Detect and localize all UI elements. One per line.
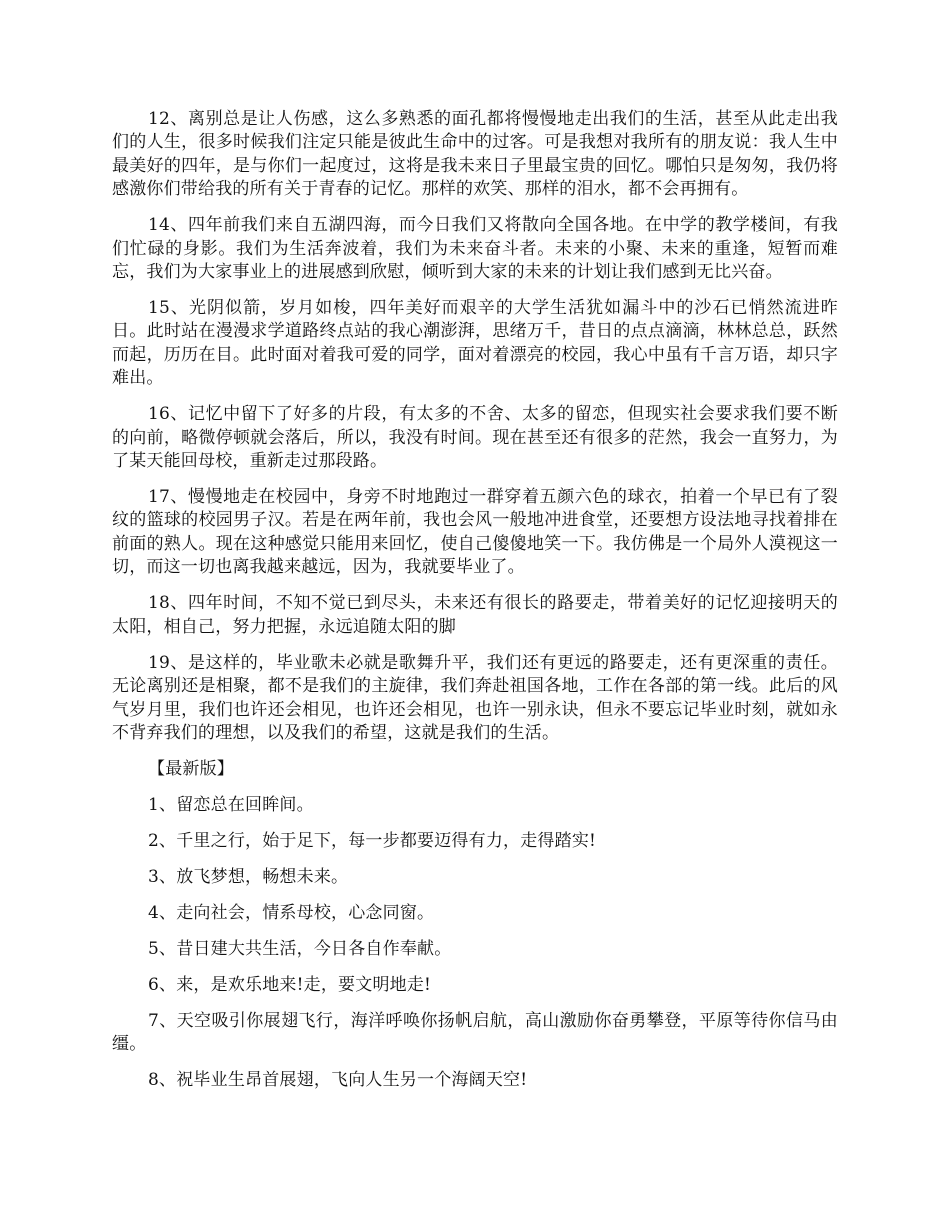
list-item-1: 1、留恋总在回眸间。: [148, 794, 314, 815]
paragraph-18: 18、四年时间，不知不觉已到尽头，未来还有很长的路要走，带着美好的记忆迎接明天的太阳，相自己，努力把握，永远追随太阳的脚: [112, 593, 838, 637]
paragraph-14: 14、四年前我们来自五湖四海，而今日我们又将散向全国各地。在中学的教学楼间，有我们忙碌的身影。我们为生活奔波着，我们为未来奋斗者。未来的小聚、未来的重逢，短暂而难忘，我们为大家事业上的进展感到欣慰，倾听到大家的未来的计划让我们感到无比兴奋。: [112, 215, 838, 283]
paragraph-12: 12、离别总是让人伤感，这么多熟悉的面孔都将慢慢地走出我们的生活，甚至从此走出我们的人生，很多时候我们注定只能是彼此生命中的过客。可是我想对我所有的朋友说：我人生中最美好的四年，是与你们一起度过，这将是我未来日子里最宝贵的回忆。哪怕只是匆匆，我仍将感激你们带给我的所有关于青春的记忆。那样的欢笑、那样的泪水，都不会再拥有。: [112, 109, 838, 200]
list-item-4: 4、走向社会，情系母校，心念同窗。: [148, 902, 435, 923]
list-item-2: 2、千里之行，始于足下，每一步都要迈得有力，走得踏实!: [148, 830, 597, 851]
list-item-8: 8、祝毕业生昂首展翅，飞向人生另一个海阔天空!: [148, 1070, 528, 1091]
paragraph-15: 15、光阴似箭，岁月如梭，四年美好而艰辛的大学生活犹如漏斗中的沙石已悄然流进昨日。此时站在漫漫求学道路终点站的我心潮澎湃，思绪万千，昔日的点点滴滴，林林总总，跃然而起，历历在目。此时面对着我可爱的同学，面对着漂亮的校园，我心中虽有千言万语，却只字难出。: [112, 298, 838, 389]
list-item-3: 3、放飞梦想，畅想未来。: [148, 866, 349, 887]
list-item-7: 7、天空吸引你展翅飞行，海洋呼唤你扬帆启航，高山激励你奋勇攀登，平原等待你信马由缰。: [112, 1010, 838, 1055]
paragraph-19: 19、是这样的，毕业歌未必就是歌舞升平，我们还有更远的路要走，还有更深重的责任。无论离别还是相聚，都不是我们的主旋律，我们奔赴祖国各地，工作在各部的第一线。此后的风气岁月里，我们也许还会相见，也许还会相见，也许一别永诀，但永不要忘记毕业时刻，就如永不背弃我们的理想，以及我们的希望，这就是我们的生活。: [112, 652, 838, 743]
list-item-5: 5、昔日建大共生活，今日各自作奉献。: [148, 938, 452, 959]
list-item-6: 6、来，是欢乐地来!走，要文明地走!: [148, 974, 432, 995]
paragraph-16: 16、记忆中留下了好多的片段，有太多的不舍、太多的留恋，但现实社会要求我们要不断的向前，略微停顿就会落后，所以，我没有时间。现在甚至还有很多的茫然，我会一直努力，为了某天能回母校，重新走过那段路。: [112, 404, 838, 472]
paragraph-17: 17、慢慢地走在校园中，身旁不时地跑过一群穿着五颜六色的球衣，拍着一个早已有了裂纹的篮球的校园男子汉。若是在两年前，我也会风一般地冲进食堂，还要想方设法地寻找着排在前面的熟人。现在这种感觉只能用来回忆，使自己傻傻地笑一下。我仿佛是一个局外人漠视这一切，而这一切也离我越来越远，因为，我就要毕业了。: [112, 487, 838, 578]
section-heading-latest: 【最新版】: [148, 758, 234, 779]
document-body: [112, 108, 838, 1105]
